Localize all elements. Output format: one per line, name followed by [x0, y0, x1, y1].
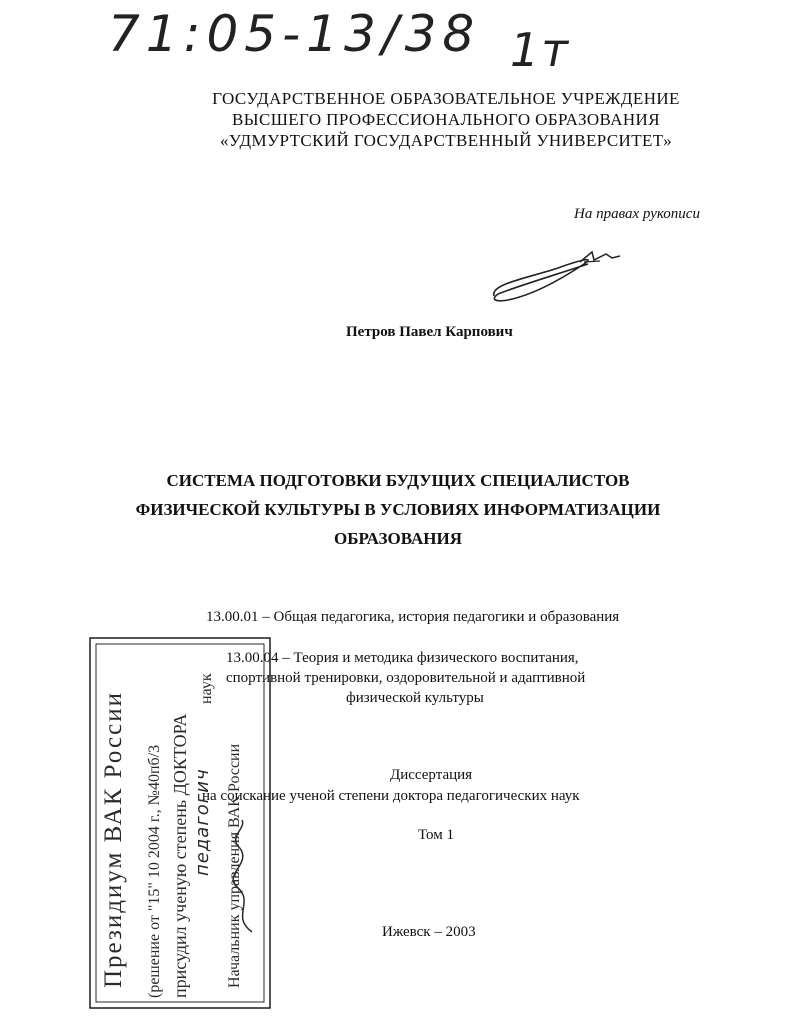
archive-suffix: 1т	[510, 23, 571, 77]
volume-label: Том 1	[418, 827, 454, 843]
manuscript-note: На правах рукописи	[574, 206, 700, 222]
stamp-field-science: педагогич	[192, 768, 213, 876]
vak-stamp	[88, 636, 274, 1012]
institution-line: «УДМУРТСКИЙ ГОСУДАРСТВЕННЫЙ УНИВЕРСИТЕТ»	[219, 131, 673, 150]
title-line: ОБРАЗОВАНИЯ	[334, 529, 462, 548]
stamp-line-decision: (решение от "15" 10 2004 г., №40пб/3	[146, 744, 163, 998]
institution-line: ГОСУДАРСТВЕННОЕ ОБРАЗОВАТЕЛЬНОЕ УЧРЕЖДЕНИЕ	[212, 89, 680, 108]
specialty-line: физической культуры	[346, 690, 484, 706]
specialty-line: спортивной тренировки, оздоровительной и адаптивной	[226, 670, 586, 686]
stamp-line-awarded: присудил ученую степень ДОКТОРА	[170, 713, 190, 998]
city-year: Ижевск – 2003	[382, 924, 476, 940]
author-name: Петров Павел Карпович	[346, 324, 513, 340]
stamp-field-suffix: наук	[198, 673, 215, 704]
work-type: Диссертация	[390, 767, 473, 783]
signature	[488, 238, 628, 308]
specialty-secondary	[226, 648, 585, 708]
stamp-signature	[222, 816, 262, 936]
archive-code: 71:05-13/38	[108, 5, 481, 63]
specialty-line: 13.00.04 – Теория и методика физического воспитания,	[226, 650, 579, 666]
institution-header	[48, 88, 796, 151]
title-line: ФИЗИЧЕСКОЙ КУЛЬТУРЫ В УСЛОВИЯХ ИНФОРМАТИЗАЦИИ	[135, 500, 661, 519]
title-line: СИСТЕМА ПОДГОТОВКИ БУДУЩИХ СПЕЦИАЛИСТОВ	[166, 471, 630, 490]
degree-purpose: на соискание ученой степени доктора педагогических наук	[202, 788, 580, 804]
dissertation-title	[0, 466, 796, 553]
stamp-line-head: Начальник управления ВАК России	[226, 743, 243, 988]
institution-line: ВЫСШЕГО ПРОФЕССИОНАЛЬНОГО ОБРАЗОВАНИЯ	[232, 110, 660, 129]
specialty-primary: 13.00.01 – Общая педагогика, история педагогики и образования	[206, 609, 620, 625]
stamp-line-presidium: Президиум ВАК России	[100, 691, 127, 988]
